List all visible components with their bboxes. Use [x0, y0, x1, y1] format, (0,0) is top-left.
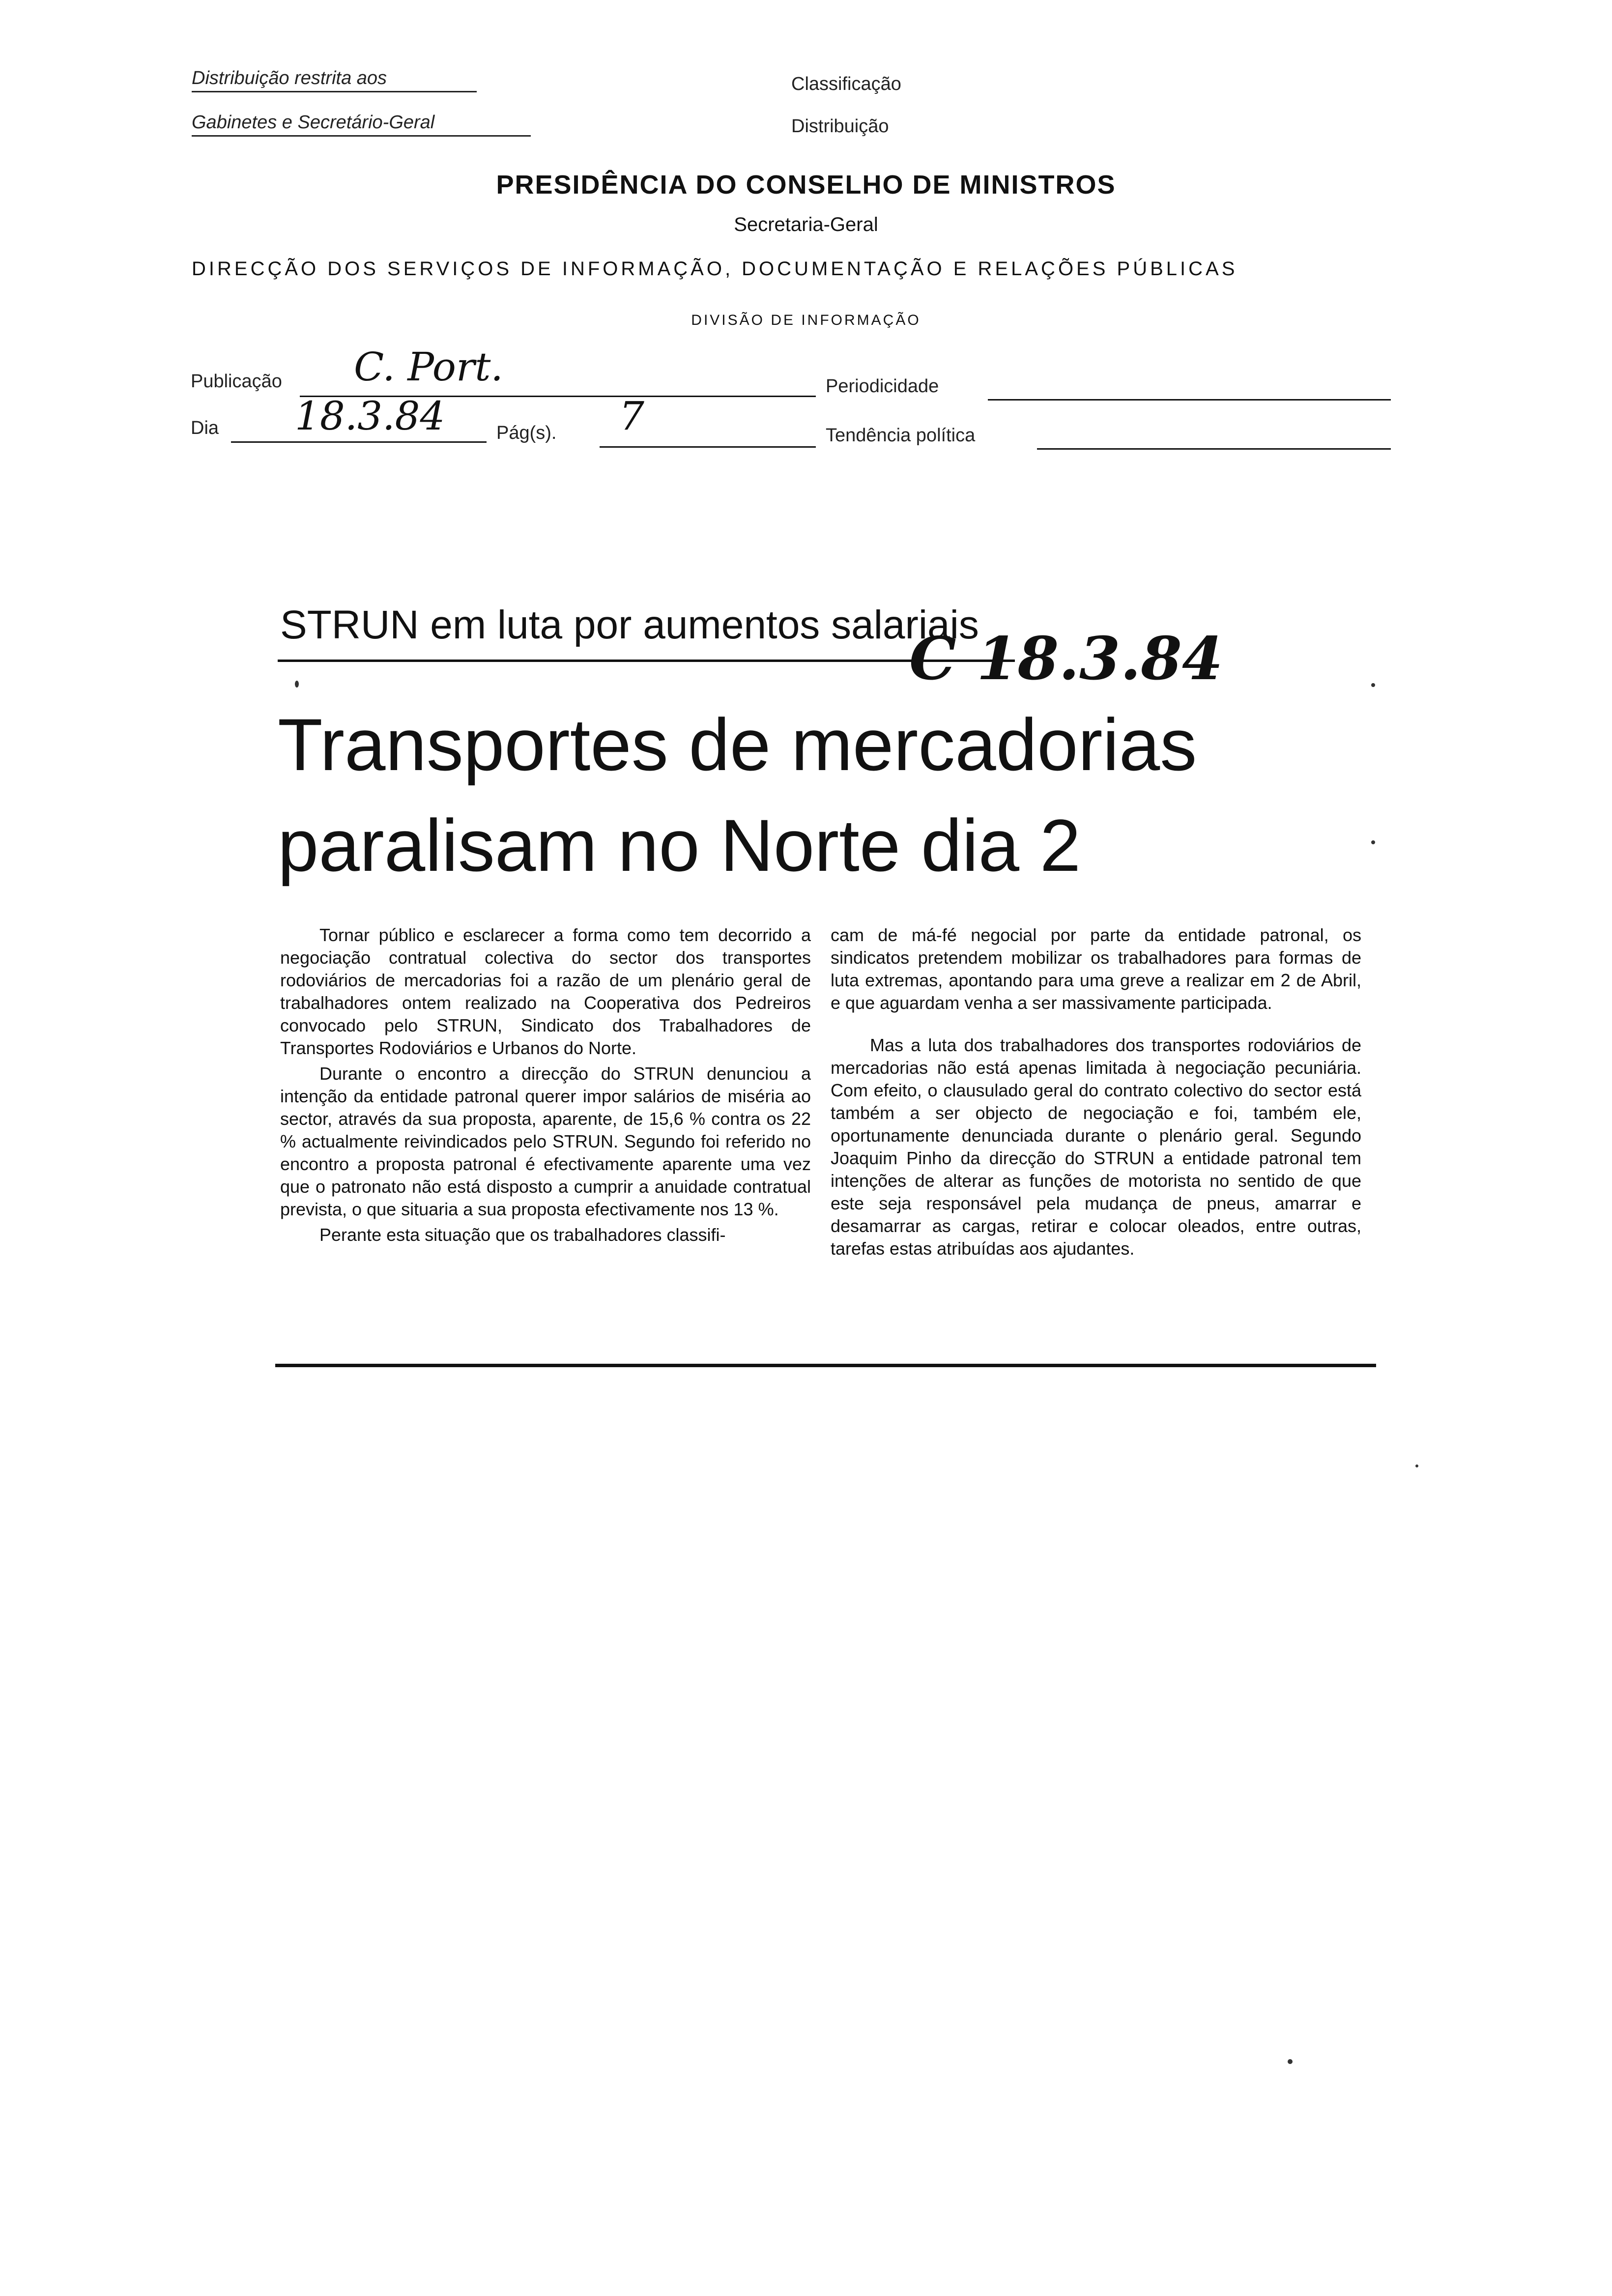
distribution-cabinets-line: Gabinetes e Secretário-Geral — [192, 112, 531, 137]
article-kicker: STRUN em luta por aumentos salariais — [280, 603, 979, 647]
article-column-1 — [280, 924, 811, 1249]
headline-line-2: paralisam no Norte dia 2 — [278, 804, 1081, 887]
publication-handwritten-value: C. Port. — [354, 344, 503, 390]
clipping-handwritten-date: C 18.3.84 — [909, 624, 1223, 693]
headline-line-1: Transportes de mercadorias — [278, 703, 1197, 786]
political-tendency-label: Tendência política — [826, 425, 976, 446]
pages-field-line — [600, 446, 816, 448]
column-2-paragraph-2: Mas a luta dos trabalhadores dos transportes rodoviários de mercadorias não está apenas limitada à negociação pecuniária. Com efeito, o clausulado geral do contrato colectivo do sector está também a ser objecto de negociação e foi, também ele, oportunamente denunciada durante o plenário geral. Segundo Joaquim Pinho da direcção do STRUN a entidade patronal tem intenções de alterar as funções de motorista no sentido de que este seja responsável pela mudança de pneus, amarrar e desamarrar as cargas, retirar e colocar oleados, entre outras, tarefas estas atribuídas aos ajudantes. — [831, 1035, 1361, 1259]
scan-speck — [1371, 683, 1375, 687]
kicker-underline — [278, 660, 1015, 662]
scan-speck — [1415, 1464, 1418, 1467]
periodicity-field-line — [988, 399, 1391, 401]
distribution-label: Distribuição — [791, 116, 889, 137]
day-label: Dia — [191, 418, 219, 438]
column-2-paragraph-1: cam de má-fé negocial por parte da entidade patronal, os sindicatos pretendem mobilizar os trabalhadores para formas de luta extremas, apontando para uma greve a realizar em 2 de Abril, e que aguardam venha a ser massivamente participada. — [831, 925, 1361, 1013]
column-1-paragraph-1: Tornar público e esclarecer a forma como tem decorrido a negociação contratual colectiva do sector dos transportes rodoviários de mercadorias foi a razão de um plenário geral de trabalhadores ontem realizado na Cooperativa dos Pedreiros convocado pelo STRUN, Sindicato dos Trabalhadores de Transportes Rodoviários e Urbanos do Norte. — [280, 925, 811, 1058]
scan-speck — [295, 681, 299, 688]
column-1-paragraph-3: Perante esta situação que os trabalhadores classifi- — [319, 1225, 726, 1245]
secretariat-subtitle: Secretaria-Geral — [734, 214, 878, 235]
presidency-title: PRESIDÊNCIA DO CONSELHO DE MINISTROS — [496, 170, 1116, 200]
classification-label: Classificação — [791, 74, 901, 94]
scan-speck — [1371, 840, 1375, 844]
article-column-2 — [831, 924, 1361, 1263]
day-field-line — [231, 441, 487, 443]
periodicity-label: Periodicidade — [826, 376, 939, 397]
column-1-paragraph-2: Durante o encontro a direcção do STRUN denunciou a intenção da entidade patronal querer impor salários de miséria ao sector, através da sua proposta, aparente, de 15,6 % contra os 22 % actualmente reivindicados pelo STRUN. Segundo foi referido no encontro a proposta patronal é efectivamente aparente uma vez que o patronato não está disposto a cumprir a anuidade contratual prevista, o que situaria a sua proposta efectivamente nos 13 %. — [280, 1063, 811, 1219]
directorate-line: DIRECÇÃO DOS SERVIÇOS DE INFORMAÇÃO, DOCUMENTAÇÃO E RELAÇÕES PÚBLICAS — [192, 258, 1238, 280]
publication-label: Publicação — [191, 371, 282, 392]
scan-speck — [1288, 2059, 1293, 2064]
pages-handwritten-value: 7 — [619, 393, 644, 439]
pages-label: Pág(s). — [496, 423, 557, 443]
political-tendency-field-line — [1037, 448, 1391, 450]
division-line: DIVISÃO DE INFORMAÇÃO — [691, 312, 921, 328]
distribution-restricted-line: Distribuição restrita aos — [192, 68, 477, 92]
day-handwritten-value: 18.3.84 — [295, 393, 445, 439]
clipping-bottom-rule — [275, 1364, 1376, 1367]
